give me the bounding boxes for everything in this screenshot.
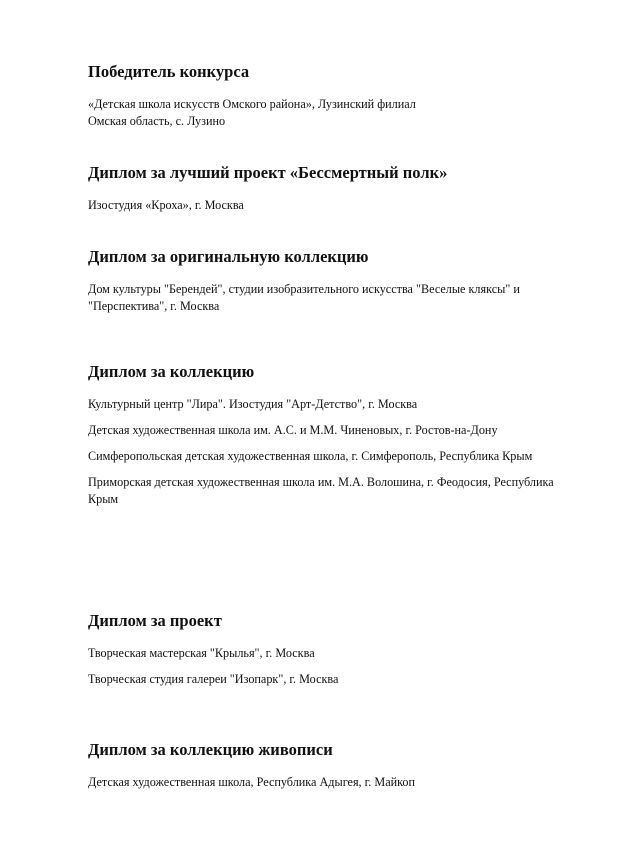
entry-text: Изостудия «Кроха», г. Москва	[88, 198, 244, 212]
section-heading: Диплом за проект	[88, 611, 222, 630]
section-collection	[88, 362, 588, 508]
section-heading: Диплом за коллекцию	[88, 362, 255, 381]
entry-text: Омская область, с. Лузино	[88, 114, 226, 128]
section-heading: Диплом за коллекцию живописи	[88, 740, 333, 759]
section-entries	[88, 396, 580, 508]
section-entries	[88, 96, 588, 130]
entry-text: Культурный центр "Лира". Изостудия "Арт-Детство", г. Москва	[88, 397, 418, 411]
section-heading: Победитель конкурса	[88, 62, 250, 81]
section-original-collection	[88, 247, 588, 315]
section-winner	[88, 62, 588, 130]
entry-text: Дом культуры "Берендей", студии изобразительного искусства "Веселые кляксы" и "Перспектива", г. Москва	[88, 282, 520, 313]
section-entries	[88, 197, 588, 214]
entry-text: «Детская школа искусств Омского района», Лузинский филиал	[88, 97, 416, 111]
entry-text: Симферопольская детская художественная школа, г. Симферополь, Республика Крым	[88, 449, 533, 463]
section-best-project	[88, 163, 588, 214]
entry-text: Детская художественная школа, Республика Адыгея, г. Майкоп	[88, 775, 416, 789]
section-entries	[88, 774, 588, 791]
entry-text: Детская художественная школа им. А.С. и М.М. Чиненовых, г. Ростов-на-Дону	[88, 423, 498, 437]
entry-text: Приморская детская художественная школа им. М.А. Волошина, г. Феодосия, Республика Крым	[88, 475, 554, 506]
entry-text: Творческая мастерская "Крылья", г. Москва	[88, 646, 315, 660]
section-painting-collection	[88, 740, 588, 791]
section-heading: Диплом за оригинальную коллекцию	[88, 247, 369, 266]
section-entries	[88, 281, 558, 315]
section-project	[88, 611, 588, 688]
entry-text: Творческая студия галереи "Изопарк", г. Москва	[88, 672, 339, 686]
section-entries	[88, 645, 588, 688]
section-heading: Диплом за лучший проект «Бессмертный полк»	[88, 163, 448, 182]
